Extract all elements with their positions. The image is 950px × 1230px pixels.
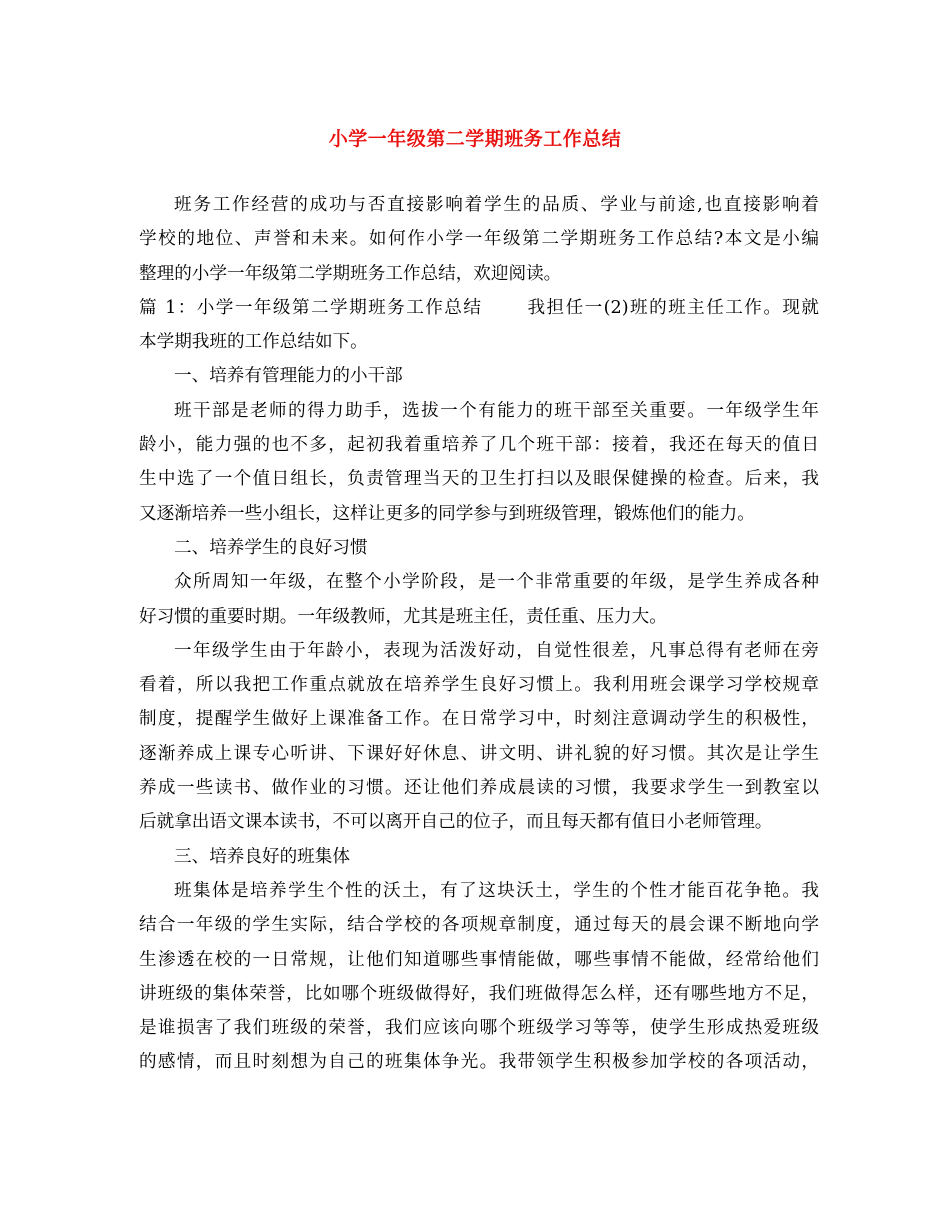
text-line: 逐渐养成上课专心听讲、下课好好休息、讲文明、讲礼貌的好习惯。其次是让学生 xyxy=(139,743,819,764)
text-line: 篇 1：小学一年级第二学期班务工作总结 我担任一(2)班的班主任工作。现就 xyxy=(139,297,819,318)
text-line: 学校的地位、声誉和未来。如何作小学一年级第二学期班务工作总结?本文是小编 xyxy=(139,229,819,250)
text-line: 好习惯的重要时期。一年级教师，尤其是班主任，责任重、压力大。 xyxy=(139,606,667,627)
text-line: 二、培养学生的良好习惯 xyxy=(174,537,368,558)
text-line: 一、培养有管理能力的小干部 xyxy=(174,366,403,387)
text-line: 的感情，而且时刻想为自己的班集体争光。我带领学生积极参加学校的各项活动， xyxy=(139,1052,819,1073)
text-line: 生中选了一个值日组长，负责管理当天的卫生打扫以及眼保健操的检查。后来，我 xyxy=(139,469,819,490)
text-line: 养成一些读书、做作业的习惯。还让他们养成晨读的习惯，我要求学生一到教室以 xyxy=(139,778,819,799)
text-line: 本学期我班的工作总结如下。 xyxy=(139,332,368,353)
text-line: 结合一年级的学生实际，结合学校的各项规章制度，通过每天的晨会课不断地向学 xyxy=(139,915,819,936)
text-line: 龄小，能力强的也不多，起初我着重培养了几个班干部：接着，我还在每天的值日 xyxy=(139,435,819,456)
text-line: 三、培养良好的班集体 xyxy=(174,846,350,867)
text-line: 制度，提醒学生做好上课准备工作。在日常学习中，时刻注意调动学生的积极性， xyxy=(139,709,819,730)
text-line: 是谁损害了我们班级的荣誉，我们应该向哪个班级学习等等，使学生形成热爱班级 xyxy=(139,1018,819,1039)
text-line: 讲班级的集体荣誉，比如哪个班级做得好，我们班做得怎么样，还有哪些地方不足， xyxy=(139,983,819,1004)
text-line: 生渗透在校的一日常规，让他们知道哪些事情能做，哪些事情不能做，经常给他们 xyxy=(139,949,819,970)
text-line: 班干部是老师的得力助手，选拔一个有能力的班干部至关重要。一年级学生年 xyxy=(174,400,819,421)
text-line: 一年级学生由于年龄小，表现为活泼好动，自觉性很差，凡事总得有老师在旁 xyxy=(174,640,819,661)
text-line: 又逐渐培养一些小组长，这样让更多的同学参与到班级管理，锻炼他们的能力。 xyxy=(139,503,755,524)
text-line: 后就拿出语文课本读书，不可以离开自己的位子，而且每天都有值日小老师管理。 xyxy=(139,812,773,833)
text-line: 看着，所以我把工作重点就放在培养学生良好习惯上。我利用班会课学习学校规章 xyxy=(139,675,819,696)
text-line: 众所周知一年级，在整个小学阶段，是一个非常重要的年级，是学生养成各种 xyxy=(174,572,819,593)
text-line: 整理的小学一年级第二学期班务工作总结，欢迎阅读。 xyxy=(139,263,562,284)
document-title: 小学一年级第二学期班务工作总结 xyxy=(328,128,622,150)
document-body xyxy=(139,188,819,1080)
text-line: 班务工作经营的成功与否直接影响着学生的品质、学业与前途,也直接影响着 xyxy=(174,195,819,215)
text-line: 班集体是培养学生个性的沃土，有了这块沃土，学生的个性才能百花争艳。我 xyxy=(174,880,819,901)
